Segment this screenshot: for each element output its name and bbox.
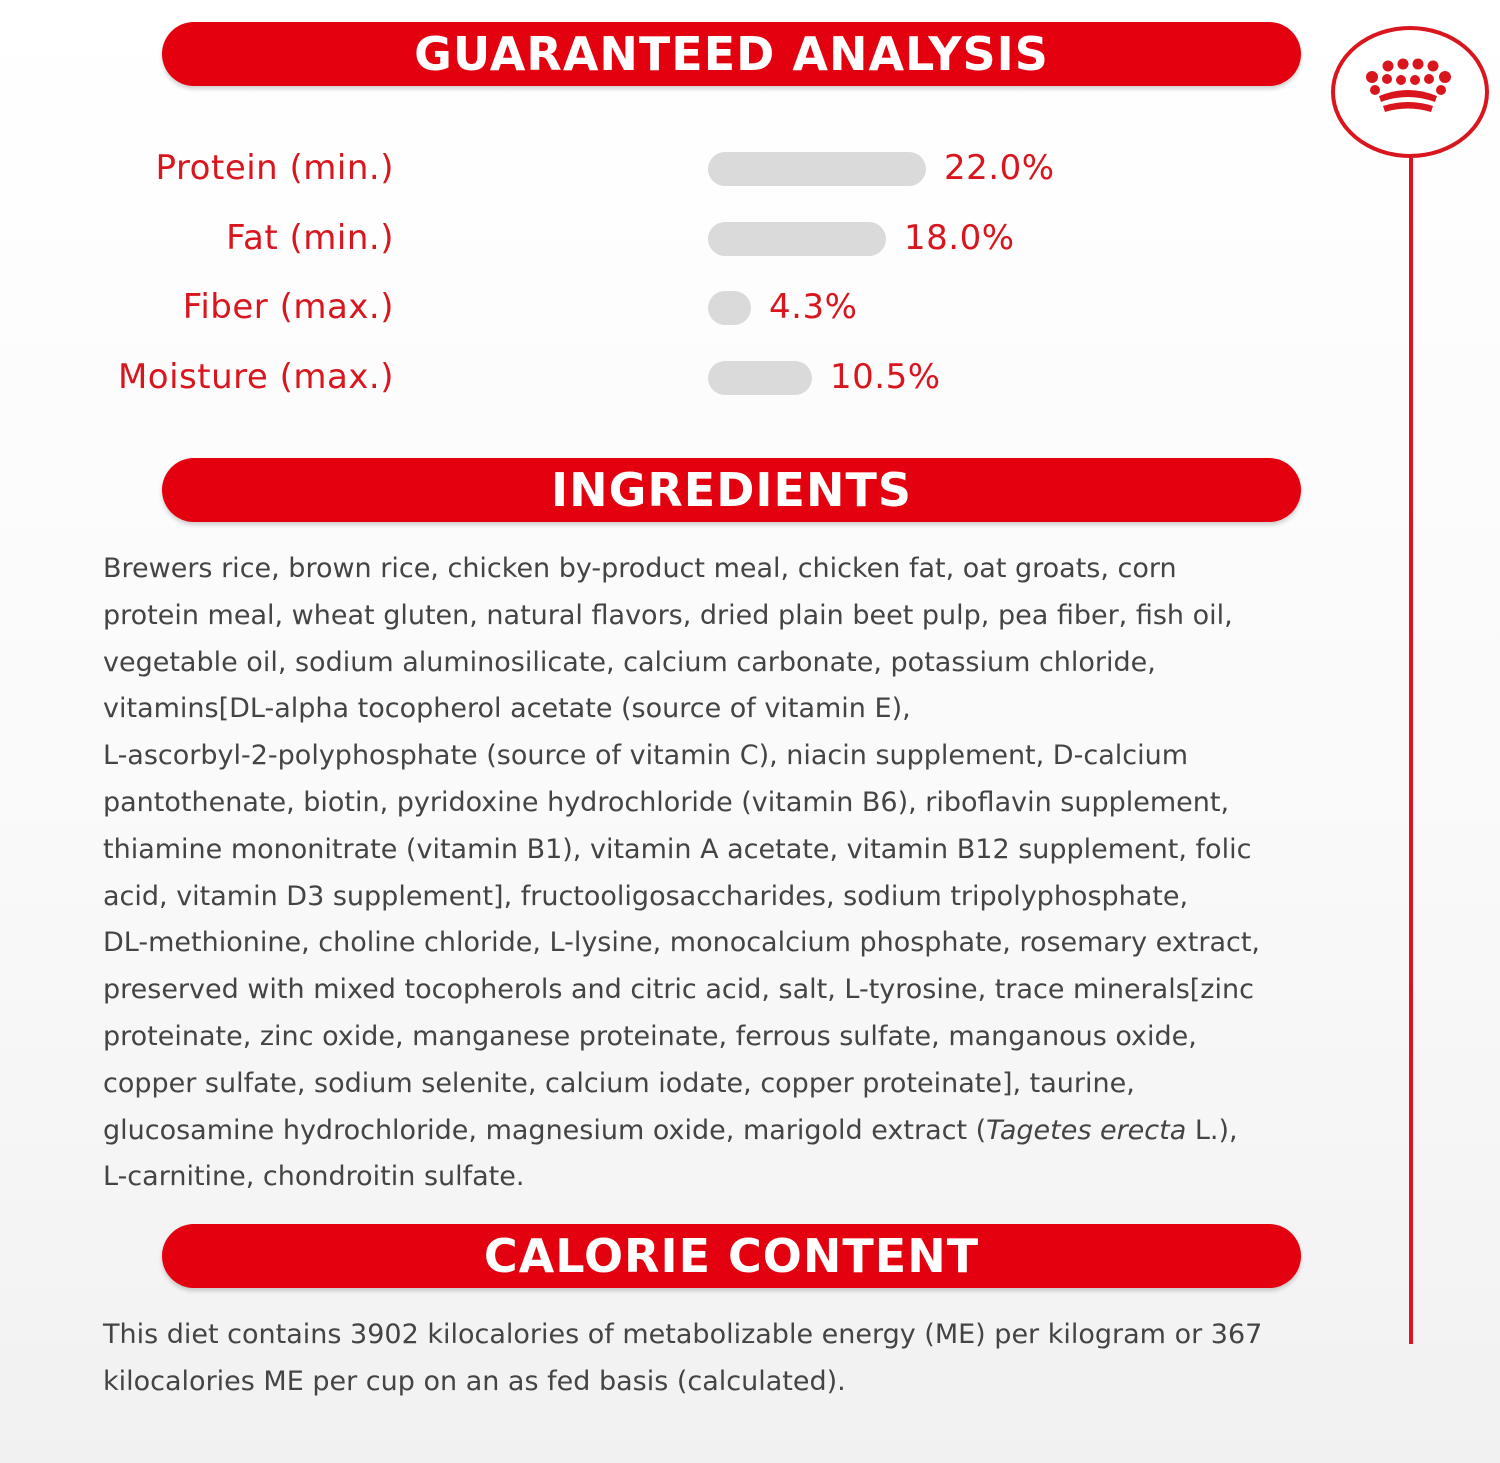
- nutrient-row-fiber: [0, 287, 1200, 327]
- guaranteed-analysis-heading: GUARANTEED ANALYSIS: [414, 27, 1049, 81]
- ingredients-line: vegetable oil, sodium aluminosilicate, calcium carbonate, potassium chloride,: [103, 646, 1156, 678]
- ingredients-line-text: L.),: [1186, 1114, 1238, 1146]
- calorie-content-heading: CALORIE CONTENT: [483, 1229, 980, 1283]
- ingredients-line: Brewers rice, brown rice, chicken by-product meal, chicken fat, oat groats, corn: [103, 553, 1177, 584]
- ingredients-line: copper sulfate, sodium selenite, calcium iodate, copper proteinate], taurine,: [103, 1067, 1135, 1099]
- ingredients-line: [103, 1108, 1383, 1155]
- ingredients-line-text: glucosamine hydrochloride, magnesium oxide, marigold extract (: [103, 1114, 987, 1146]
- nutrient-value: 18.0%: [904, 218, 1015, 258]
- nutrient-bar: [708, 291, 751, 325]
- crown-icon: [1335, 30, 1485, 154]
- ingredients-line: pantothenate, biotin, pyridoxine hydrochloride (vitamin B6), riboflavin supplement,: [103, 786, 1230, 818]
- nutrient-row-protein: [0, 148, 1200, 188]
- ingredients-line: proteinate, zinc oxide, manganese proteinate, ferrous sulfate, manganous oxide,: [103, 1020, 1197, 1052]
- nutrient-value: 10.5%: [830, 357, 941, 397]
- nutrient-label: Fat (min.): [226, 218, 394, 258]
- guaranteed-analysis-banner: [162, 22, 1301, 86]
- brand-logo: [1331, 26, 1489, 158]
- calorie-line: This diet contains 3902 kilocalories of metabolizable energy (ME) per kilogram or 367: [103, 1319, 1263, 1350]
- ingredients-line: preserved with mixed tocopherols and citric acid, salt, L-tyrosine, trace minerals[zinc: [103, 974, 1254, 1006]
- nutrient-row-moisture: [0, 357, 1200, 397]
- ingredients-italic-species: Tagetes erecta: [986, 1114, 1187, 1146]
- nutrient-row-fat: [0, 218, 1200, 258]
- ingredients-line: DL-methionine, choline chloride, L-lysine, monocalcium phosphate, rosemary extract,: [103, 927, 1261, 959]
- calorie-content-banner: [162, 1224, 1301, 1288]
- calorie-line: kilocalories ME per cup on an as fed basis (calculated).: [103, 1365, 846, 1397]
- ingredients-line: L-carnitine, chondroitin sulfate.: [103, 1161, 525, 1193]
- ingredients-line: vitamins[DL-alpha tocopherol acetate (source of vitamin E),: [103, 693, 911, 725]
- nutrient-value: 4.3%: [769, 287, 858, 327]
- calorie-content-text: [103, 1312, 1383, 1406]
- nutrient-label: Protein (min.): [155, 148, 394, 188]
- nutrient-bar: [708, 361, 812, 395]
- ingredients-line: protein meal, wheat gluten, natural flavors, dried plain beet pulp, pea fiber, fish oil,: [103, 599, 1233, 631]
- nutrient-bar: [708, 152, 926, 186]
- ingredients-line: L-ascorbyl-2-polyphosphate (source of vitamin C), niacin supplement, D-calcium: [103, 740, 1188, 772]
- nutrient-label: Moisture (max.): [117, 357, 394, 397]
- nutrient-value: 22.0%: [944, 148, 1055, 188]
- nutrient-label: Fiber (max.): [182, 287, 394, 327]
- ingredients-line: acid, vitamin D3 supplement], fructooligosaccharides, sodium tripolyphosphate,: [103, 880, 1189, 912]
- ingredients-banner: [162, 458, 1301, 522]
- ingredients-heading: INGREDIENTS: [551, 463, 912, 517]
- nutrient-bar: [708, 222, 886, 256]
- ingredients-text: [103, 546, 1383, 1201]
- brand-divider-line: [1409, 158, 1413, 1344]
- ingredients-line: thiamine mononitrate (vitamin B1), vitamin A acetate, vitamin B12 supplement, folic: [103, 833, 1252, 865]
